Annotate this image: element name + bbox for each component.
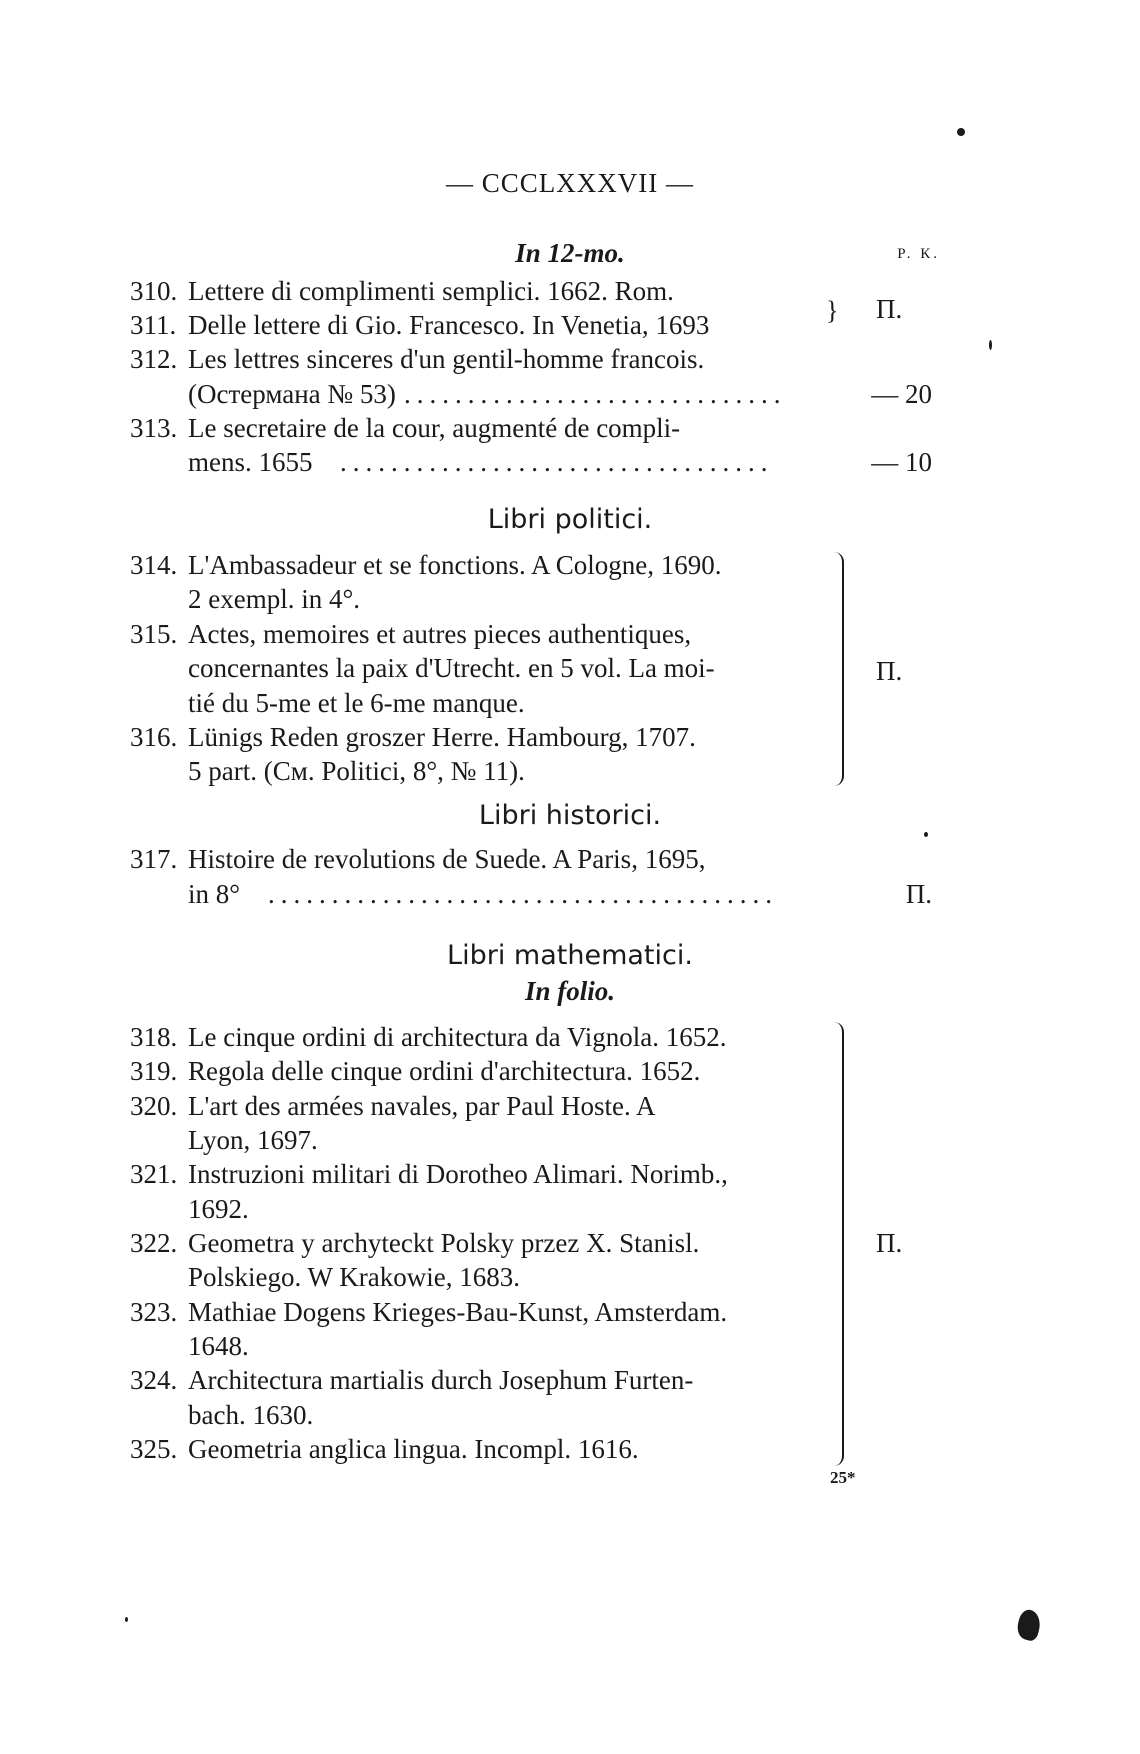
leader-dots: ..................................	[340, 447, 774, 477]
entry-text: tié du 5-me et le 6-me manque.	[188, 688, 525, 718]
entry-text: Le secretaire de la cour, augmenté de compli-	[188, 413, 681, 443]
entry-number: 322.	[130, 1228, 178, 1258]
entry-text: 1692.	[188, 1194, 249, 1224]
signature-mark: 25*	[830, 1468, 856, 1487]
leader-dots: ........................................	[268, 879, 778, 909]
brace-310-311: }	[826, 296, 839, 325]
entry-text: bach. 1630.	[188, 1400, 314, 1430]
entry-text: Instruzioni militari di Dorotheo Alimari. Norimb.,	[188, 1159, 728, 1189]
entry-number: 323.	[130, 1297, 178, 1327]
ink-blot	[1014, 1608, 1043, 1643]
entry-text: L'art des armées navales, par Paul Hoste. A	[188, 1091, 656, 1121]
column-headers: Р. К.	[897, 246, 940, 262]
scan-speck	[125, 1617, 128, 1622]
entry-number: 318.	[130, 1022, 178, 1052]
entry-text: Histoire de revolutions de Suede. A Paris, 1695,	[188, 844, 706, 874]
entry-text: Lünigs Reden groszer Herre. Hambourg, 1707.	[188, 722, 696, 752]
section-heading-mathematici: Libri mathematici.	[447, 940, 693, 971]
entry-price: — 10	[871, 447, 932, 477]
entry-text: concernantes la paix d'Utrecht. en 5 vol. La moi-	[188, 653, 715, 683]
price-310-311: П.	[876, 294, 903, 324]
price-318-325: П.	[876, 1228, 903, 1258]
entry-number: 312.	[130, 344, 178, 374]
entry-text: Mathiae Dogens Krieges-Bau-Kunst, Amsterdam.	[188, 1297, 728, 1327]
section-subheading-folio: In folio.	[524, 976, 616, 1006]
entry-text: Geometria anglica lingua. Incompl. 1616.	[188, 1434, 639, 1464]
entry-price: П.	[905, 879, 932, 909]
scan-speck	[989, 340, 992, 350]
entry-number: 310.	[130, 276, 178, 306]
entry-number: 314.	[130, 550, 178, 580]
entry-text: Actes, memoires et autres pieces authentiques,	[188, 619, 692, 649]
entry-text: Architectura martialis durch Josephum Furten-	[188, 1365, 694, 1395]
running-head: — CCCLXXXVII —	[446, 168, 694, 198]
entry-text: in 8°	[188, 879, 241, 909]
scan-speck	[957, 128, 965, 136]
entry-text: Le cinque ordini di architectura da Vignola. 1652.	[188, 1022, 727, 1052]
entry-number: 324.	[130, 1365, 178, 1395]
entry-number: 321.	[130, 1159, 178, 1189]
entry-number: 317.	[130, 844, 178, 874]
entry-text: Geometra y archyteckt Polsky przez X. Stanisl.	[188, 1228, 700, 1258]
entry-number: 315.	[130, 619, 178, 649]
entry-text: L'Ambassadeur et se fonctions. A Cologne, 1690.	[188, 550, 722, 580]
entry-text: (Остермана № 53)	[188, 379, 396, 409]
entry-text: Lettere di complimenti semplici. 1662. Rom.	[188, 276, 674, 306]
scan-speck	[924, 832, 928, 837]
entry-text: 2 exempl. in 4°.	[188, 584, 361, 614]
section-heading-historici: Libri historici.	[478, 800, 662, 831]
entry-number: 319.	[130, 1056, 178, 1086]
entry-text: Les lettres sinceres d'un gentil-homme francois.	[188, 344, 705, 374]
entry-text: Delle lettere di Gio. Francesco. In Venetia, 1693	[188, 310, 710, 340]
entry-number: 325.	[130, 1434, 178, 1464]
entry-number: 311.	[130, 310, 177, 340]
entry-text: mens. 1655	[188, 447, 313, 477]
entry-text: 5 part. (См. Politici, 8°, № 11).	[188, 756, 525, 786]
entry-text: Lyon, 1697.	[188, 1125, 318, 1155]
section-heading-in12: In 12-mo.	[515, 238, 625, 268]
bracket-318-325	[834, 1022, 844, 1466]
section-heading-politici: Libri politici.	[487, 504, 653, 535]
entry-text: Polskiego. W Krakowie, 1683.	[188, 1262, 520, 1292]
entry-text: 1648.	[188, 1331, 249, 1361]
entry-number: 320.	[130, 1091, 178, 1121]
entry-price: — 20	[871, 379, 932, 409]
bracket-314-316	[834, 552, 844, 786]
entry-text: Regola delle cinque ordini d'architectura. 1652.	[188, 1056, 701, 1086]
entry-number: 313.	[130, 413, 178, 443]
leader-dots: ..............................	[404, 379, 787, 409]
price-314-316: П.	[876, 656, 903, 686]
entry-number: 316.	[130, 722, 178, 752]
